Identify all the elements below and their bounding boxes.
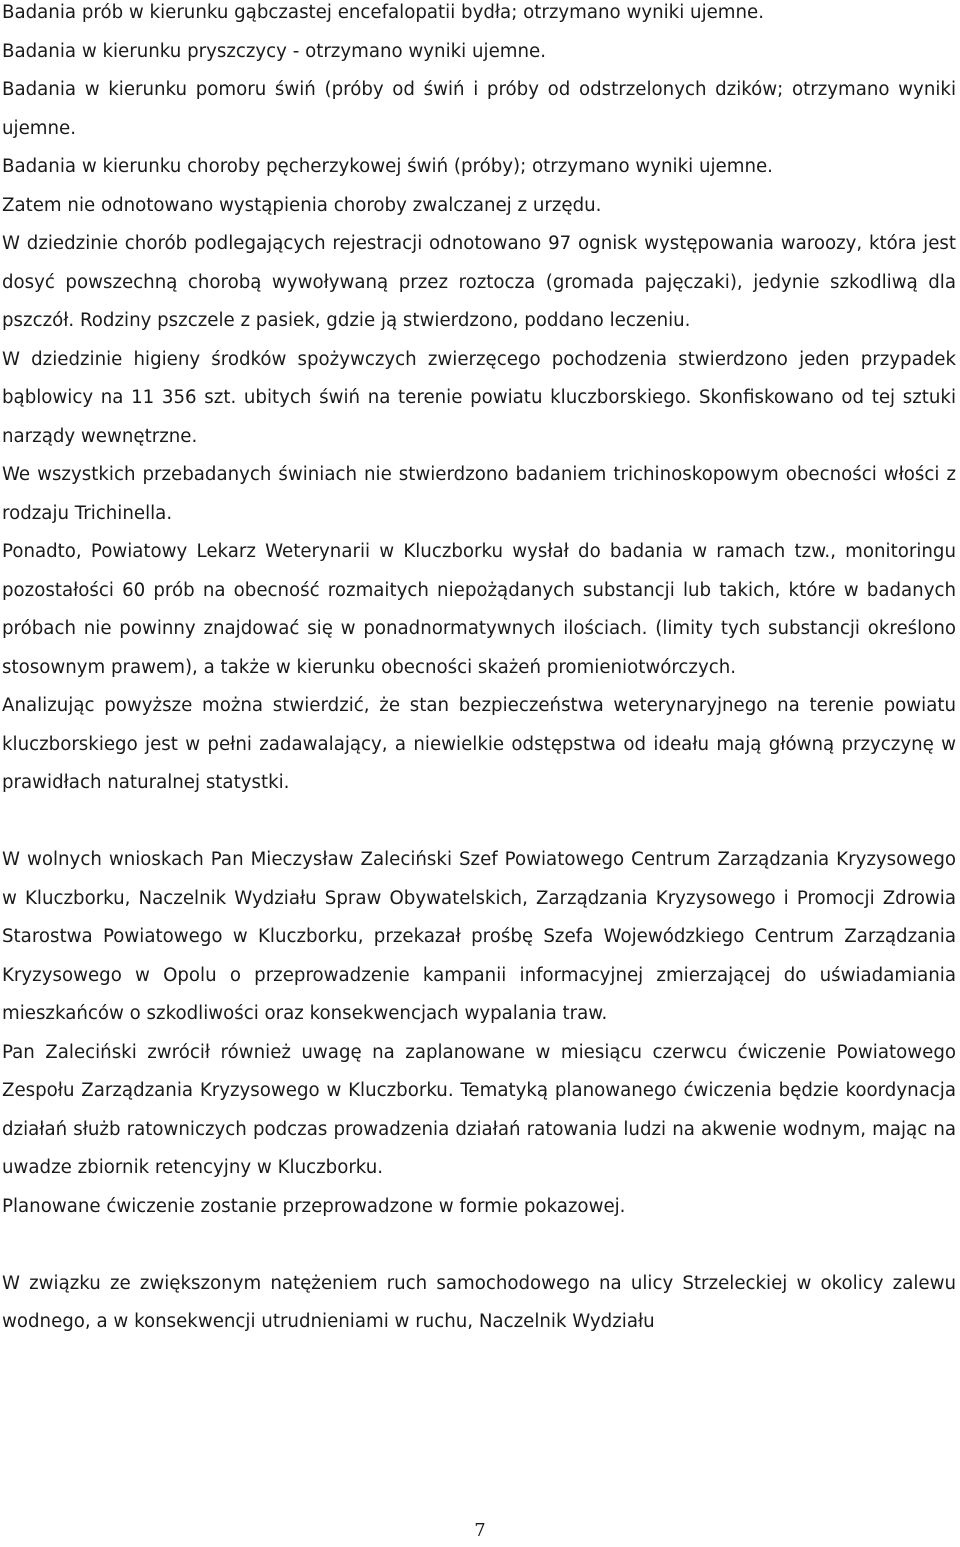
paragraph-spacer (2, 803, 956, 842)
paragraph-bse-tests: Badania prób w kierunku gąbczastej encefalopatii bydła; otrzymano wyniki ujemne. (2, 2, 765, 23)
paragraph-varroosis: W dziedzinie chorób podlegających rejestracji odnotowano 97 ognisk występowania waroozy, która jest dosyć powszechną chorobą wywoływaną przez roztocza (gromada pajęczaki), jedynie szkodliwą dla pszczół. Rodziny pszczele z pasiek, gdzie ją stwierdzono, poddano leczeniu. (2, 233, 956, 331)
paragraph-residue-monitoring: Ponadto, Powiatowy Lekarz Weterynarii w Kluczborku wysłał do badania w ramach tzw., monitoringu pozostałości 60 prób na obecność rozmaitych niepożądanych substancji lub takich, które w badanych próbach nie powinny znajdować się w ponadnormatywnych ilościach. (limity tych substancji określono stosownym prawem), a także w kierunku obecności skażeń promieniotwórczych. (2, 541, 956, 678)
paragraph-conclusion: Analizując powyższe można stwierdzić, że stan bezpieczeństwa weterynaryjnego na terenie powiatu kluczborskiego jest w pełni zadawalający, a niewielkie odstępstwa od ideału mają główną przyczynę w prawidłach naturalnej statystki. (2, 695, 956, 793)
paragraph-csf-tests: Badania w kierunku pomoru świń (próby od świń i próby od odstrzelonych dzików; otrzymano wyniki ujemne. (2, 79, 956, 139)
page-number: 7 (474, 1520, 486, 1541)
paragraph-motions-crisis-center: W wolnych wnioskach Pan Mieczysław Zaleciński Szef Powiatowego Centrum Zarządzania Kryzysowego w Kluczborku, Naczelnik Wydziału Spraw Obywatelskich, Zarządzania Kryzysowego i Promocji Zdrowia Starostwa Powiatowego w Kluczborku, przekazał prośbę Szefa Wojewódzkiego Centrum Zarządzania Kryzysowego w Opolu o przeprowadzenie kampanii informacyjnej zmierzającej do uświadamiania mieszkańców o szkodliwości oraz konsekwencjach wypalania traw. (2, 849, 956, 1024)
paragraph-exercise: Pan Zaleciński zwrócił również uwagę na zaplanowane w miesiącu czerwcu ćwiczenie Powiatowego Zespołu Zarządzania Kryzysowego w Kluczborku. Tematyką planowanego ćwiczenia będzie koordynacja działań służb ratowniczych podczas prowadzenia działań ratowania ludzi na akwenie wodnym, mając na uwadze zbiornik retencyjny w Kluczborku. (2, 1041, 956, 1178)
paragraph-svd-tests: Badania w kierunku choroby pęcherzykowej świń (próby); otrzymano wyniki ujemne. (2, 156, 773, 177)
paragraph-spacer (2, 1226, 956, 1265)
paragraph-exercise-form: Planowane ćwiczenie zostanie przeprowadzone w formie pokazowej. (2, 1195, 626, 1217)
paragraph-food-hygiene: W dziedzinie higieny środków spożywczych zwierzęcego pochodzenia stwierdzono jeden przypadek bąblowicy na 11 356 szt. ubitych świń na terenie powiatu kluczborskiego. Skonfiskowano od tej sztuki narządy wewnętrzne. (2, 348, 956, 447)
paragraph-trichinella: We wszystkich przebadanych świniach nie stwierdzono badaniem trichinoskopowym obecności włości z rodzaju Trichinella. (2, 464, 956, 524)
paragraph-no-outbreak: Zatem nie odnotowano wystąpienia choroby zwalczanej z urzędu. (2, 194, 602, 216)
paragraph-fmd-tests: Badania w kierunku pryszczycy - otrzymano wyniki ujemne. (2, 40, 546, 62)
paragraph-traffic: W związku ze zwiększonym natężeniem ruch samochodowego na ulicy Strzeleckiej w okolicy zalewu wodnego, a w konsekwencji utrudnieniami w ruchu, Naczelnik Wydziału (2, 1272, 956, 1332)
document-body (2, 0, 956, 1342)
